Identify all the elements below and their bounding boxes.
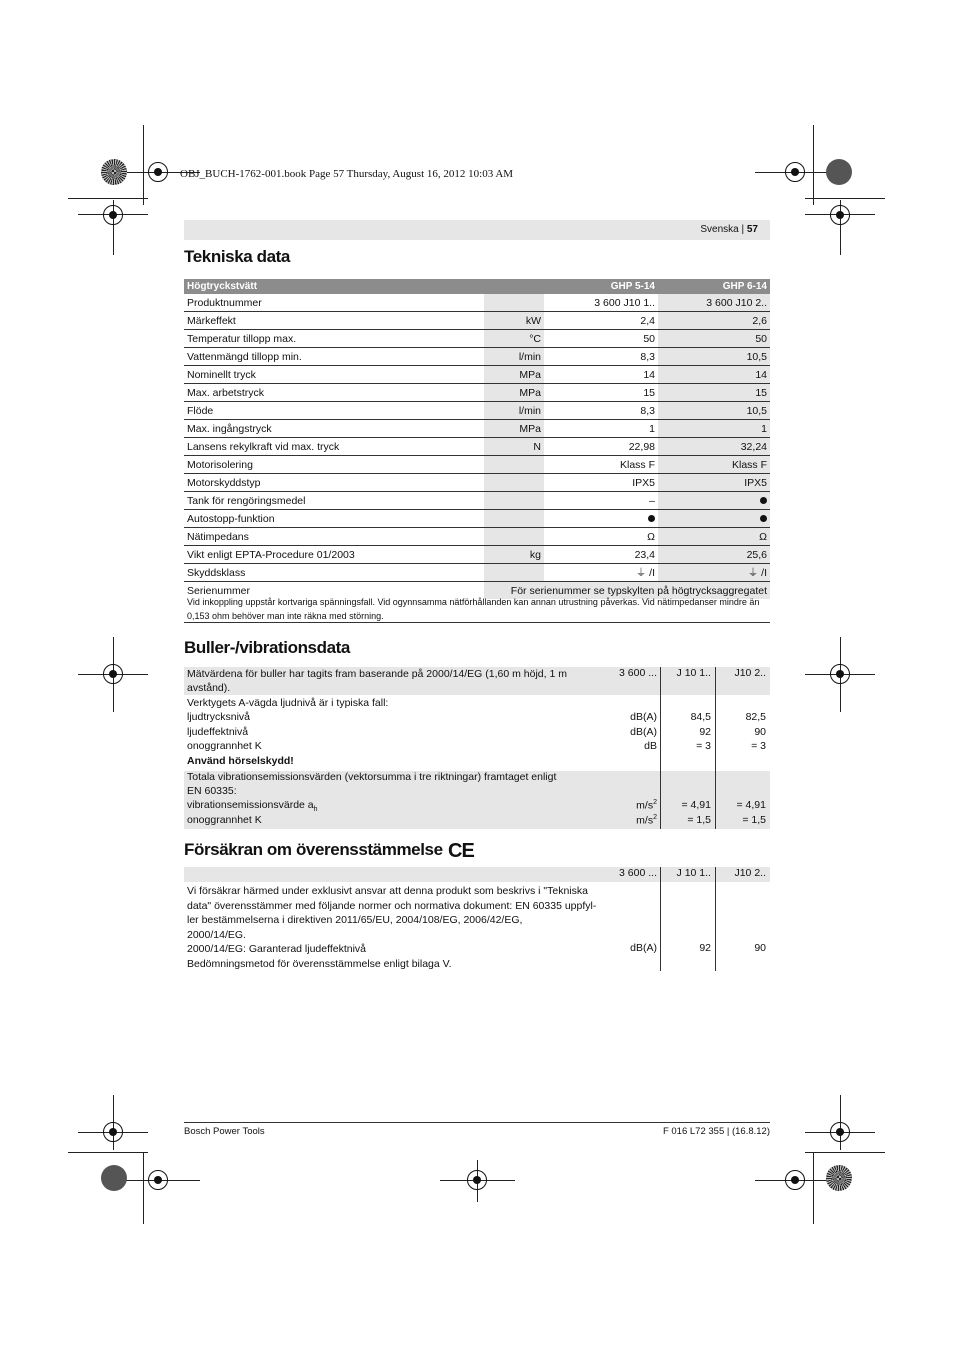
declaration-block <box>184 867 770 971</box>
tech-row-label: Skyddsklass <box>184 564 484 582</box>
tech-body <box>184 294 770 582</box>
bullet-icon <box>760 497 767 504</box>
declaration-title: Försäkran om överensstämmelse <box>184 840 443 859</box>
decl-power-v1: 92 <box>699 942 711 954</box>
noise-col2: J10 2.. <box>734 667 766 679</box>
crop-mark <box>68 1152 148 1153</box>
tech-row-value-2: IPX5 <box>658 474 770 492</box>
tech-row <box>184 510 770 528</box>
noise-row-unit: dB(A) <box>630 711 657 723</box>
vib-row-unit <box>584 814 657 827</box>
decl-power-v2: 90 <box>754 942 766 954</box>
tech-row-label: Produktnummer <box>184 294 484 312</box>
tech-row-value-1: 3 600 J10 1.. <box>544 294 658 312</box>
serial-label: Serienummer <box>187 584 251 597</box>
tech-row-unit: MPa <box>484 366 544 384</box>
ce-mark-icon: CE <box>448 840 474 862</box>
vib-intro-2: EN 60335: <box>187 785 237 797</box>
registration-rosette-icon <box>101 1165 127 1191</box>
tech-row <box>184 474 770 492</box>
noise-row-value-2: 82,5 <box>745 711 766 723</box>
tech-row-value-1: IPX5 <box>544 474 658 492</box>
tech-row <box>184 366 770 384</box>
vib-row-value-2: = 4,91 <box>736 799 766 811</box>
tech-row-unit <box>484 528 544 546</box>
decl-col1: J 10 1.. <box>676 867 711 879</box>
footer-left: Bosch Power Tools <box>184 1126 265 1137</box>
vib-unit-exponent: 2 <box>653 799 657 806</box>
tech-row-unit <box>484 474 544 492</box>
tech-row <box>184 564 770 582</box>
tech-row-label: Motorisolering <box>184 456 484 474</box>
footer-divider <box>184 1122 770 1123</box>
vib-unit-text: m/s <box>636 799 654 812</box>
registration-target-icon <box>785 162 805 182</box>
crop-mark <box>805 198 885 199</box>
tech-row-label: Lansens rekylkraft vid max. tryck <box>184 438 484 456</box>
noise-row-unit: dB(A) <box>630 725 657 738</box>
tech-row-value-2: 1 <box>658 420 770 438</box>
registration-target-icon <box>830 664 850 684</box>
page-header <box>184 220 770 240</box>
tech-row-value-1: 23,4 <box>544 546 658 564</box>
tech-row-value-1: 14 <box>544 366 658 384</box>
vib-row-label <box>187 799 318 813</box>
decl-line: Vi försäkrar härmed under exklusivt ansvar att denna produkt som beskrivs i "Tekniska <box>187 885 588 897</box>
tech-row-value-1: – <box>544 492 658 510</box>
registration-target-icon <box>785 1170 805 1190</box>
tech-row-value-1: 15 <box>544 384 658 402</box>
noise-row-value-1: 92 <box>699 725 711 738</box>
decl-col0: 3 600 ... <box>619 867 657 879</box>
tech-row-unit <box>484 492 544 510</box>
noise-row-value-1: 84,5 <box>690 711 711 723</box>
tech-row-value-1: ⏚ /I <box>544 564 658 582</box>
tech-head-col1: GHP 5-14 <box>544 279 658 294</box>
tech-row <box>184 294 770 312</box>
tech-row-label: Autostopp-funktion <box>184 510 484 528</box>
noise-row-value-2: = 3 <box>751 740 766 752</box>
decl-power-unit: dB(A) <box>630 942 657 954</box>
tech-row-unit: N <box>484 438 544 456</box>
tech-row-value-1 <box>544 510 658 528</box>
decl-col2: J10 2.. <box>734 867 766 879</box>
tech-row-value-2: Ω <box>658 528 770 546</box>
decl-line: ler bestämmelserna i direktiven 2011/65/EU, 2004/108/EG, 2006/42/EG, <box>187 914 523 926</box>
tech-row-label: Flöde <box>184 402 484 420</box>
vib-row-label <box>187 814 262 828</box>
vib-row-value-1: = 1,5 <box>687 814 711 826</box>
tech-row-value-1: 8,3 <box>544 348 658 366</box>
tech-row-label: Nominellt tryck <box>184 366 484 384</box>
tech-row <box>184 402 770 420</box>
tech-row-unit <box>484 456 544 474</box>
tech-row-value-2: 32,24 <box>658 438 770 456</box>
ear-protection-warning: Använd hörselskydd! <box>187 755 294 767</box>
registration-target-icon <box>830 205 850 225</box>
noise-intro: Mätvärdena för buller har tagits fram baserande på 2000/14/EG (1,60 m höjd, 1 m avstånd). <box>187 668 567 694</box>
crop-mark <box>143 125 144 205</box>
tech-row <box>184 492 770 510</box>
tech-note: Vid inkoppling uppstår kortvariga spänningsfall. Vid ogynnsamma nätförhållanden kan annan utrustning påverkas. Vid nätimpedanser mindre än 0,153 ohm behöver man inte räkna med störning. <box>187 597 760 621</box>
registration-target-icon <box>148 162 168 182</box>
tech-row <box>184 420 770 438</box>
vib-row-value-2: = 1,5 <box>742 814 766 826</box>
page-header-text: Svenska | 57 <box>700 224 758 235</box>
vib-row-unit <box>584 799 657 812</box>
tech-row <box>184 384 770 402</box>
noise-col1: J 10 1.. <box>676 667 711 679</box>
tech-data-table <box>184 279 770 599</box>
registration-rosette-icon <box>826 159 852 185</box>
noise-row-value-1: = 3 <box>696 740 711 752</box>
tech-row <box>184 456 770 474</box>
crop-mark <box>68 198 148 199</box>
tech-row-value-2 <box>658 492 770 510</box>
vib-unit-exponent: 2 <box>653 814 657 821</box>
noise-title: Buller-/vibrationsdata <box>184 638 350 657</box>
tech-row <box>184 546 770 564</box>
registration-rosette-icon <box>101 159 127 185</box>
divider <box>184 622 770 623</box>
tech-row-value-2: 10,5 <box>658 402 770 420</box>
tech-row-label: Max. arbetstryck <box>184 384 484 402</box>
bullet-icon <box>648 515 655 522</box>
tech-row-value-2 <box>658 510 770 528</box>
tech-row-label: Vattenmängd tillopp min. <box>184 348 484 366</box>
tech-row-value-1: Ω <box>544 528 658 546</box>
vib-intro-1: Totala vibrationsemissionsvärden (vektorsumma i tre riktningar) framtaget enligt <box>187 771 557 783</box>
tech-row-label: Nätimpedans <box>184 528 484 546</box>
tech-row-value-1: 1 <box>544 420 658 438</box>
tech-row-value-1: 22,98 <box>544 438 658 456</box>
tech-row-label: Vikt enligt EPTA-Procedure 01/2003 <box>184 546 484 564</box>
book-info-line: OBJ_BUCH-1762-001.book Page 57 Thursday, August 16, 2012 10:03 AM <box>180 168 514 180</box>
crop-mark <box>143 1152 144 1224</box>
registration-target-icon <box>103 664 123 684</box>
tech-row-value-2: ⏚ /I <box>658 564 770 582</box>
tech-row-value-1: Klass F <box>544 456 658 474</box>
tech-row-label: Tank för rengöringsmedel <box>184 492 484 510</box>
tech-row-value-2: 10,5 <box>658 348 770 366</box>
registration-rosette-icon <box>826 1165 852 1191</box>
noise-block <box>184 667 770 829</box>
tech-row-value-2: 50 <box>658 330 770 348</box>
tech-row-unit: MPa <box>484 384 544 402</box>
decl-line: 2000/14/EG. <box>187 928 246 941</box>
footer-right: F 016 L72 355 | (16.8.12) <box>662 1126 770 1137</box>
tech-row-unit: MPa <box>484 420 544 438</box>
tech-row-label: Temperatur tillopp max. <box>184 330 484 348</box>
registration-target-icon <box>830 1122 850 1142</box>
tech-row-unit <box>484 564 544 582</box>
tech-row-unit <box>484 294 544 312</box>
tech-head-label: Högtryckstvätt <box>184 279 484 294</box>
tech-row <box>184 528 770 546</box>
tech-row-unit: kW <box>484 312 544 330</box>
tech-row-label: Motorskyddstyp <box>184 474 484 492</box>
tech-row-value-1: 8,3 <box>544 402 658 420</box>
registration-target-icon <box>103 205 123 225</box>
noise-a-weighted: Verktygets A-vägda ljudnivå är i typiska fall: <box>187 697 389 709</box>
decl-method: Bedömningsmetod för överensstämmelse enligt bilaga V. <box>187 957 452 970</box>
tech-row-unit: °C <box>484 330 544 348</box>
serial-value: För serienummer se typskylten på högtrycksaggregatet <box>484 582 770 600</box>
crop-mark <box>813 1152 814 1224</box>
tech-row-label: Max. ingångstryck <box>184 420 484 438</box>
tech-row-unit: kg <box>484 546 544 564</box>
tech-row <box>184 330 770 348</box>
vib-label-text: onoggrannhet K <box>187 814 262 826</box>
crop-mark <box>805 1152 885 1153</box>
noise-row-unit: dB <box>644 740 657 752</box>
tech-row <box>184 438 770 456</box>
tech-row-value-2: 3 600 J10 2.. <box>658 294 770 312</box>
decl-text <box>187 884 596 971</box>
registration-target-icon <box>467 1170 487 1190</box>
tech-row-value-2: 14 <box>658 366 770 384</box>
tech-row-value-2: 15 <box>658 384 770 402</box>
noise-row-label: ljudeffektnivå <box>187 725 249 738</box>
decl-line: data" överensstämmer med följande normer och normativa dokument: EN 60335 uppfyl- <box>187 899 597 912</box>
tech-data-title: Tekniska data <box>184 247 290 266</box>
registration-target-icon <box>148 1170 168 1190</box>
vib-label-subscript: h <box>313 806 318 814</box>
tech-row <box>184 348 770 366</box>
bullet-icon <box>760 515 767 522</box>
tech-row-value-2: 25,6 <box>658 546 770 564</box>
tech-head-row <box>184 279 770 294</box>
tech-row-value-2: Klass F <box>658 456 770 474</box>
registration-target-icon <box>103 1122 123 1142</box>
noise-col0: 3 600 ... <box>619 667 657 679</box>
tech-row-label: Märkeffekt <box>184 312 484 330</box>
tech-head-col2: GHP 6-14 <box>658 279 770 294</box>
vib-row-value-1: = 4,91 <box>681 799 711 811</box>
noise-row-label: ljudtrycksnivå <box>187 711 251 723</box>
tech-row-value-2: 2,6 <box>658 312 770 330</box>
tech-row-unit <box>484 510 544 528</box>
decl-power-label: 2000/14/EG: Garanterad ljudeffektnivå <box>187 943 367 955</box>
tech-row-unit: l/min <box>484 402 544 420</box>
noise-row-label: onoggrannhet K <box>187 740 262 752</box>
tech-row <box>184 312 770 330</box>
tech-row-unit: l/min <box>484 348 544 366</box>
tech-row-value-1: 2,4 <box>544 312 658 330</box>
header-language: Svenska <box>700 224 739 235</box>
vib-label-text: vibrationsemissionsvärde a <box>187 799 314 811</box>
noise-row-value-2: 90 <box>754 725 766 738</box>
crop-mark <box>813 125 814 205</box>
vib-unit-text: m/s <box>636 814 654 827</box>
page-number: 57 <box>746 224 758 235</box>
tech-row-value-1: 50 <box>544 330 658 348</box>
